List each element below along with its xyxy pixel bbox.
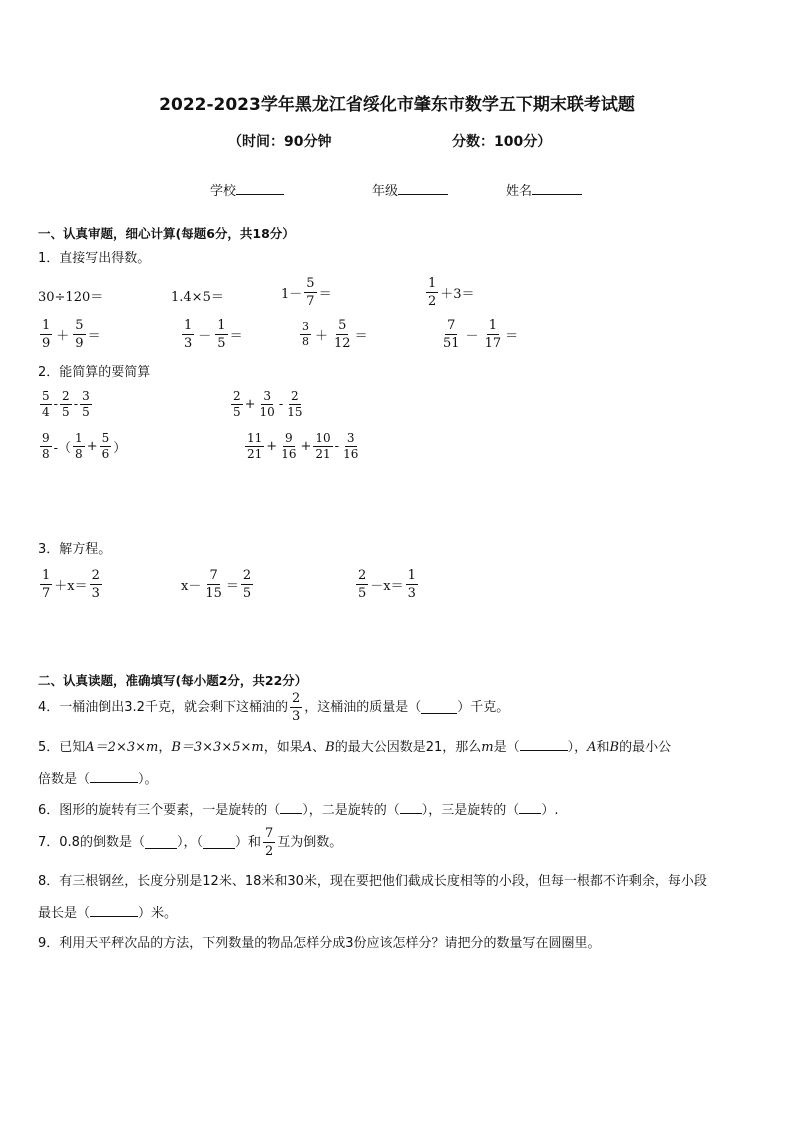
q1-item-c [281,276,332,309]
fraction [182,318,194,351]
q6-part: ），二是旋转的（ [302,803,400,818]
q5-part: 倍数是（ [38,772,91,787]
answer-blank[interactable] [145,836,177,849]
expr-text: ＝ [87,329,101,344]
q4-text [38,691,509,724]
fraction [241,568,253,601]
q5-text-line2 [38,770,158,789]
operator: － [465,329,479,344]
numerator: 2 [291,691,301,706]
fraction [285,390,304,419]
numerator: 2 [62,389,70,403]
fraction [441,318,462,351]
numerator: 1 [488,318,497,333]
denominator: 15 [287,405,303,419]
answer-blank[interactable] [90,770,138,783]
q5-part: ）。 [138,772,158,787]
q5-var: m [481,740,494,755]
fraction [90,568,102,601]
q9-text: 9．利用天平秤次品的方法，下列数量的物品怎样分成3份应该怎样分？请把分的数量写在圆圈里。 [38,936,601,951]
numerator: 1 [42,318,51,333]
exam-score: 分数：100分） [452,134,552,150]
numerator: 1 [428,276,437,291]
numerator: 1 [184,318,193,333]
fraction [313,432,332,461]
denominator: 5 [242,586,252,601]
expr-text: 1－ [281,287,303,302]
q6-part: 6．图形的旋转有三个要素，一是旋转的（ [38,803,281,818]
operator: + [266,439,278,454]
q1-item-d [424,276,475,309]
denominator: 3 [407,586,416,601]
name-field [506,182,582,201]
answer-blank[interactable] [90,904,138,917]
answer-blank[interactable] [421,701,457,714]
fraction [231,390,243,419]
fraction [40,568,52,601]
fraction [40,432,52,461]
q6-part: ）. [541,803,559,818]
fraction [406,568,418,601]
q5-part: 的最大公因数是21，那么 [334,740,482,755]
denominator: 7 [306,294,315,309]
q7-part: 互为倒数。 [277,834,343,850]
q5-part: 、 [312,740,326,755]
numerator: 2 [91,568,100,583]
answer-blank[interactable] [520,738,568,751]
school-blank [236,182,284,195]
expr-text: －x＝ [370,579,404,594]
q4-part: ）千克。 [457,699,510,715]
denominator: 16 [343,447,359,461]
operator: + [86,439,98,454]
numerator: 2 [242,568,252,583]
denominator: 8 [75,447,83,461]
numerator: 1 [75,431,83,445]
operator: － [198,329,212,344]
q6-text [38,801,558,820]
fraction [80,390,92,419]
exam-time: （时间：90分钟 [228,134,332,150]
expr-text: ＝ [225,579,239,594]
denominator: 8 [302,335,309,348]
q5-part: ）， [567,740,588,755]
school-label: 学校 [210,184,237,199]
q5-var: A [587,740,597,755]
q8-part: 最长是（ [38,906,91,921]
q1-item-h [439,318,518,351]
denominator: 5 [233,405,241,419]
denominator: 2 [428,294,437,309]
denominator: 21 [247,447,263,461]
denominator: 16 [281,447,297,461]
expr-text: ＝ [505,329,519,344]
q5-part: 是（ [493,740,520,755]
denominator: 5 [82,405,90,419]
grade-blank [398,182,448,195]
numerator: 1 [42,568,51,583]
fraction [203,568,224,601]
denominator: 9 [75,336,84,351]
fraction [279,432,298,461]
fraction [483,318,504,351]
q1-item-b: 1.4×5＝ [171,290,224,305]
numerator: 2 [233,389,241,403]
numerator: 9 [285,431,293,445]
numerator: 3 [346,431,355,445]
fraction [40,318,52,351]
q8-part: ）米。 [138,906,178,921]
denominator: 51 [443,336,460,351]
fraction [304,276,316,309]
numerator: 5 [75,318,84,333]
numerator: 2 [358,568,367,583]
operator: - [278,397,284,412]
numerator: 9 [42,431,50,445]
fraction [258,390,277,419]
q1-item-a: 30÷120＝ [38,290,104,305]
q5-part: ，如果 [263,740,303,755]
fraction [245,432,264,461]
q3-equation-1 [38,568,104,601]
operator: ＋ [315,329,329,344]
q1-item-e [38,318,101,351]
denominator: 15 [205,586,222,601]
expr-text: ＋x＝ [54,579,88,594]
operator: ＋ [56,329,70,344]
q1-item-f [180,318,243,351]
fraction [60,390,72,419]
operator: - [73,397,79,412]
denominator: 3 [291,709,301,724]
name-label: 姓名 [506,184,533,199]
numerator: 1 [217,318,226,333]
q7-part: ）和 [234,834,261,850]
numerator: 5 [338,318,347,333]
denominator: 6 [101,447,110,461]
fraction [341,432,360,461]
denominator: 21 [315,447,331,461]
denominator: 3 [91,586,100,601]
denominator: 9 [42,336,51,351]
fraction [73,432,85,461]
answer-blank[interactable] [280,801,302,814]
fraction [332,318,353,351]
operator: + [300,439,312,454]
q5-formula-b: B＝3×3×5×m [171,740,264,755]
q5-part: 和 [596,740,610,755]
q1-item-g [298,318,368,351]
q5-text-line1 [38,738,671,757]
fraction [215,318,227,351]
fraction [290,691,302,724]
section1-heading: 一、认真审题，细心计算(每题6分，共18分） [38,226,295,241]
section2-heading: 二、认真读题，准确填写(每小题2分，共22分） [38,673,308,688]
fraction [356,568,368,601]
numerator: 10 [315,431,331,445]
numerator: 11 [247,431,263,445]
grade-field [372,182,448,201]
operator: -（ [53,441,72,456]
q7-part: 7．0.8的倒数是（ [38,834,145,850]
q4-part: 4．一桶油倒出3.2千克，就会剩下这桶油的 [38,699,288,715]
denominator: 5 [358,586,367,601]
fraction [73,318,85,351]
numerator: 5 [42,389,50,403]
q2-prompt: 2．能简算的要简算 [38,365,151,380]
q5-part: 5．已知 [38,740,86,755]
denominator: 2 [264,844,274,859]
numerator: 5 [306,276,315,291]
operator: + [244,397,256,412]
q5-part: 的最小公 [619,740,672,755]
denominator: 12 [334,336,351,351]
page-title: 2022-2023学年黑龙江省绥化市肇东市数学五下期末联考试题 [159,95,635,115]
fraction [40,390,52,419]
numerator: 3 [82,389,90,403]
answer-blank[interactable] [400,801,422,814]
denominator: 5 [62,405,70,419]
q3-prompt: 3．解方程。 [38,542,112,557]
expr-text: ＝ [318,287,332,302]
fraction [100,432,112,461]
q1-prompt: 1．直接写出得数。 [38,251,151,266]
q3-equation-3 [354,568,420,601]
denominator: 3 [184,336,193,351]
numerator: 7 [264,826,274,841]
numerator: 5 [101,431,110,445]
numerator: 3 [302,320,309,333]
q2-expr-2 [229,390,307,419]
answer-blank[interactable] [519,801,541,814]
denominator: 10 [259,405,275,419]
denominator: 4 [42,405,50,419]
fraction [300,321,311,348]
q2-expr-3 [38,432,126,461]
numerator: 3 [263,389,271,403]
q7-text [38,826,342,859]
operator: - [53,397,59,412]
operator: - [334,439,340,454]
answer-blank[interactable] [203,836,235,849]
denominator: 8 [42,447,50,461]
numerator: 7 [209,568,218,583]
numerator: 7 [447,318,456,333]
q2-expr-4 [243,432,362,461]
q5-var: B [609,740,620,755]
grade-label: 年级 [372,184,399,199]
school-field [210,182,284,201]
expr-text: ＋3＝ [440,287,475,302]
expr-text: x－ [181,579,202,594]
q8-text-line2 [38,904,177,923]
expr-text: ＝ [229,329,243,344]
q5-var: A [302,740,313,755]
q2-expr-1 [38,390,94,419]
denominator: 17 [484,336,502,351]
q3-equation-2 [181,568,255,601]
q4-part: ，这桶油的质量是（ [304,699,422,715]
fraction [426,276,438,309]
numerator: 1 [407,568,416,583]
denominator: 5 [217,336,226,351]
fraction [263,826,275,859]
q8-text-line1: 8．有三根钢丝，长度分别是12米、18米和30米，现在要把他们截成长度相等的小段，但每一根都不许剩余，每小段 [38,874,707,889]
q5-formula-a: A＝2×3×m [85,740,159,755]
denominator: 7 [42,586,51,601]
numerator: 2 [291,389,299,403]
q5-part: ， [158,740,172,755]
q5-var: B [325,740,335,755]
q6-part: ），三是旋转的（ [421,803,520,818]
name-blank [532,182,582,195]
operator: ） [113,441,127,456]
expr-text: ＝ [354,329,368,344]
q7-part: ），（ [176,834,203,850]
